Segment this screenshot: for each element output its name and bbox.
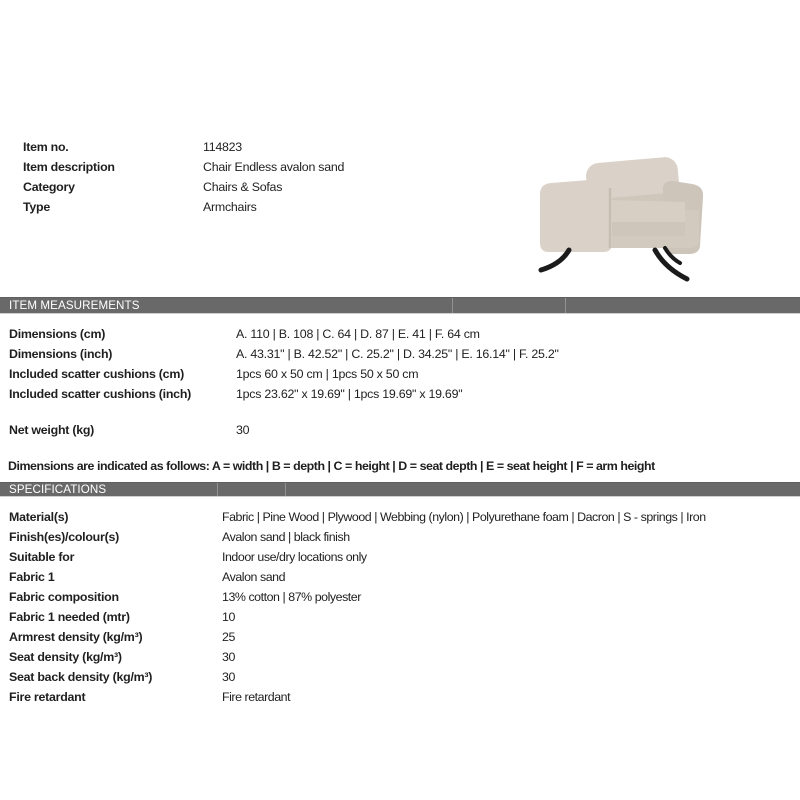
info-label: Category [23,180,75,194]
net-weight-value: 30 [236,423,250,437]
measurement-row [9,364,799,384]
measurement-value: 1pcs 60 x 50 cm | 1pcs 50 x 50 cm [236,367,419,381]
specification-label: Fabric 1 needed (mtr) [9,610,130,624]
section-header-specifications [0,482,800,497]
info-label: Type [23,200,50,214]
product-photo [513,146,713,296]
specification-value: Fabric | Pine Wood | Plywood | Webbing (nylon) | Polyurethane foam | Dacron | S - springs | Iron [222,510,706,524]
specification-label: Suitable for [9,550,75,564]
specification-row [9,527,799,547]
section-header-item-measurements [0,297,800,314]
net-weight-label: Net weight (kg) [9,423,95,437]
measurement-label: Dimensions (inch) [9,347,113,361]
section-header-label: SPECIFICATIONS [9,483,107,496]
measurement-row [9,344,799,364]
specification-label: Fabric 1 [9,570,55,584]
measurement-value: 1pcs 23.62" x 19.69" | 1pcs 19.69" x 19.69" [236,387,463,401]
specification-row [9,507,799,527]
specification-row [9,627,799,647]
specification-value: 30 [222,670,235,684]
measurement-row [9,384,799,404]
specification-label: Fire retardant [9,690,86,704]
specification-value: 10 [222,610,235,624]
specification-value: Indoor use/dry locations only [222,550,367,564]
column-seam [452,298,453,313]
armchair-illustration [513,146,713,296]
specification-row [9,667,799,687]
info-label: Item description [23,160,115,174]
specification-value: 25 [222,630,235,644]
specification-row [9,547,799,567]
info-value: Chair Endless avalon sand [203,160,345,174]
specification-label: Fabric composition [9,590,119,604]
specification-label: Seat back density (kg/m³) [9,670,153,684]
specification-value: Avalon sand [222,570,286,584]
specification-label: Armrest density (kg/m³) [9,630,143,644]
info-value: Armchairs [203,200,257,214]
info-value: 114823 [203,140,242,154]
specification-row [9,567,799,587]
column-seam [565,298,566,313]
specification-value: Fire retardant [222,690,291,704]
info-label: Item no. [23,140,69,154]
column-seam [217,483,218,496]
measurement-row [9,324,799,344]
specification-label: Finish(es)/colour(s) [9,530,119,544]
measurement-value: A. 110 | B. 108 | C. 64 | D. 87 | E. 41 | F. 64 cm [236,327,480,341]
section-header-label: ITEM MEASUREMENTS [9,299,140,312]
specification-row [9,607,799,627]
measurement-value: A. 43.31" | B. 42.52" | C. 25.2" | D. 34.25" | E. 16.14" | F. 25.2" [236,347,559,361]
measurements-section [9,324,799,404]
specification-value: 13% cotton | 87% polyester [222,590,361,604]
measurement-label: Included scatter cushions (inch) [9,387,192,401]
dimensions-legend-note: Dimensions are indicated as follows: A = width | B = depth | C = height | D = seat depth | E = seat height | F = arm height [8,459,655,473]
specifications-section [9,507,799,707]
net-weight-row [9,420,799,440]
specification-row [9,647,799,667]
column-seam [285,483,286,496]
measurement-label: Included scatter cushions (cm) [9,367,184,381]
specification-row [9,687,799,707]
specification-value: Avalon sand | black finish [222,530,350,544]
specification-label: Material(s) [9,510,69,524]
specification-label: Seat density (kg/m³) [9,650,122,664]
specification-value: 30 [222,650,235,664]
specification-row [9,587,799,607]
info-value: Chairs & Sofas [203,180,283,194]
measurement-label: Dimensions (cm) [9,327,106,341]
